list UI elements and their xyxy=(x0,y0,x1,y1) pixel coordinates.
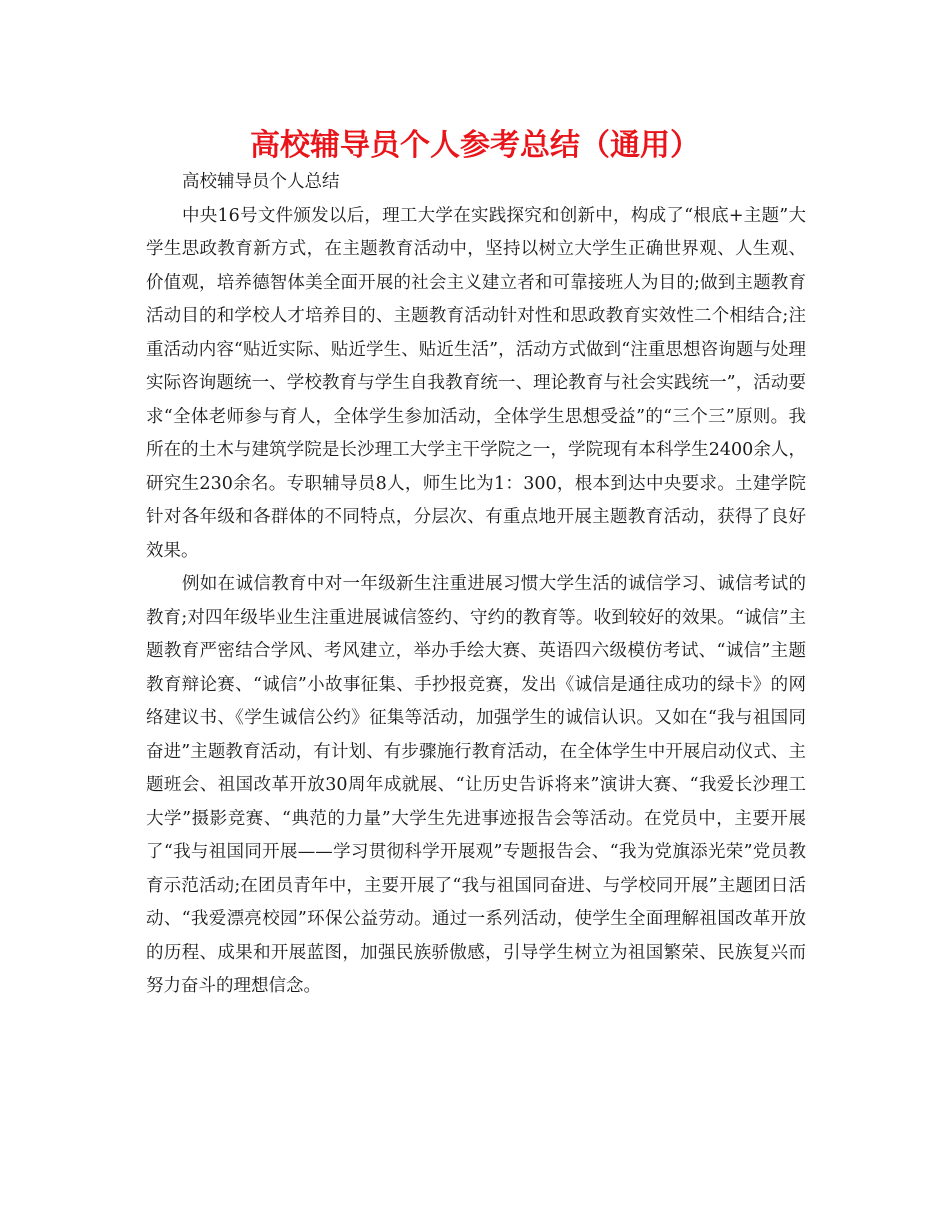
body-paragraph-2: 例如在诚信教育中对一年级新生注重进展习惯大学生活的诚信学习、诚信考试的教育;对四年级毕业生注重进展诚信签约、守约的教育等。收到较好的效果。“诚信”主题教育严密结合学风、考风建立，举办手绘大赛、英语四六级模仿考试、“诚信”主题教育辩论赛、“诚信”小故事征集、手抄报竞赛，发出《诚信是通往成功的绿卡》的网络建议书、《学生诚信公约》征集等活动，加强学生的诚信认识。又如在“我与祖国同奋进”主题教育活动，有计划、有步骤施行教育活动，在全体学生中开展启动仪式、主题班会、祖国改革开放30周年成就展、“让历史告诉将来”演讲大赛、“我爱长沙理工大学”摄影竞赛、“典范的力量”大学生先进事迹报告会等活动。在党员中，主要开展了“我与祖国同开展——学习贯彻科学开展观”专题报告会、“我为党旗添光荣”党员教育示范活动;在团员青年中，主要开展了“我与祖国同奋进、与学校同开展”主题团日活动、“我爱漂亮校园”环保公益劳动。通过一系列活动，使学生全面理解祖国改革开放的历程、成果和开展蓝图，加强民族骄傲感，引导学生树立为祖国繁荣、民族复兴而努力奋斗的理想信念。 xyxy=(146,574,806,996)
body-paragraph-1: 中央16号文件颁发以后，理工大学在实践探究和创新中，构成了“根底+主题”大学生思政教育新方式，在主题教育活动中，坚持以树立大学生正确世界观、人生观、价值观，培养德智体美全面开展的社会主义建立者和可靠接班人为目的;做到主题教育活动目的和学校人才培养目的、主题教育活动针对性和思政教育实效性二个相结合;注重活动内容“贴近实际、贴近学生、贴近生活”，活动方式做到“注重思想咨询题与处理实际咨询题统一、学校教育与学生自我教育统一、理论教育与社会实践统一”，活动要求“全体老师参与育人，全体学生参加活动，全体学生思想受益”的“三个三”原则。我所在的土木与建筑学院是长沙理工大学主干学院之一，学院现有本科学生2400余人，研究生230余名。专职辅导员8人，师生比为1：300，根本到达中央要求。土建学院针对各年级和各群体的不同特点，分层次、有重点地开展主题教育活动，获得了良好效果。 xyxy=(146,205,806,561)
document-body xyxy=(146,166,806,1004)
document-subtitle: 高校辅导员个人总结 xyxy=(182,172,340,192)
document-title: 高校辅导员个人参考总结（通用） xyxy=(250,128,700,163)
